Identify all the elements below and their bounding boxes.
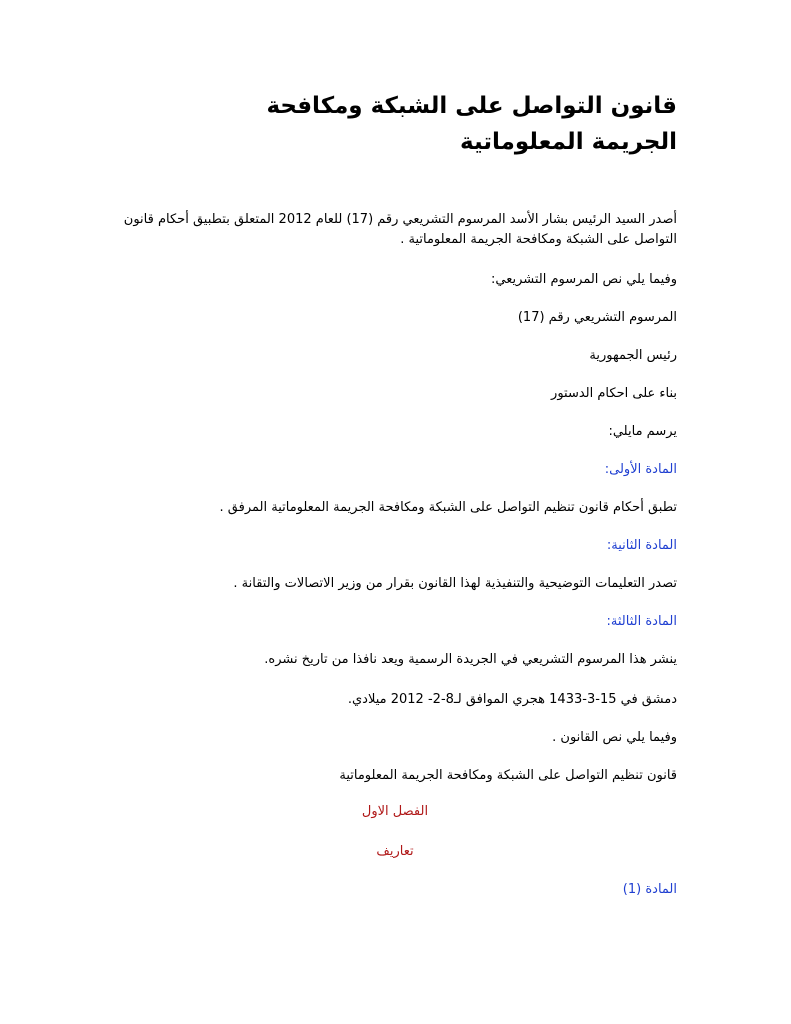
date-line: دمشق في 15-3-1433 هجري الموافق لـ8-2- 2012 ميلادي. [347, 692, 677, 707]
article-second-heading: المادة الثانية: [606, 538, 677, 553]
intro-paragraph: أصدر السيد الرئيس بشار الأسد المرسوم التشريعي رقم (17) للعام 2012 المتعلق بتطبيق أحكام قانون التواصل على الشبكة ومكافحة الجريمة المعلوماتية . [123, 212, 677, 247]
article-first-text: تطبق أحكام قانون تنظيم التواصل على الشبكة ومكافحة الجريمة المعلوماتية المرفق . [219, 500, 677, 515]
chapter-subheading: تعاريف [376, 844, 414, 859]
article-first-heading: المادة الأولى: [604, 462, 677, 477]
law-text-intro: وفيما يلي نص القانون . [552, 730, 677, 745]
president-line: رئيس الجمهورية [589, 348, 677, 363]
chapter-heading: الفصل الاول [361, 804, 429, 819]
article-third-text: ينشر هذا المرسوم التشريعي في الجريدة الرسمية ويعد نافذا من تاريخ نشره. [264, 652, 677, 667]
decrees-following-line: يرسم مايلي: [608, 424, 677, 439]
decree-number: المرسوم التشريعي رقم (17) [517, 310, 677, 325]
constitution-line: بناء على احكام الدستور [551, 386, 677, 401]
law-title-line: قانون تنظيم التواصل على الشبكة ومكافحة الجريمة المعلوماتية [339, 768, 677, 783]
document-title: قانون التواصل على الشبكة ومكافحة الجريمة المعلوماتية [266, 93, 677, 155]
article-1-heading: المادة (1) [622, 882, 677, 897]
article-third-heading: المادة الثالثة: [606, 614, 677, 629]
article-second-text: تصدر التعليمات التوضيحية والتنفيذية لهذا القانون بقرار من وزير الاتصالات والتقانة . [233, 576, 677, 591]
decree-text-intro: وفيما يلي نص المرسوم التشريعي: [490, 272, 677, 287]
